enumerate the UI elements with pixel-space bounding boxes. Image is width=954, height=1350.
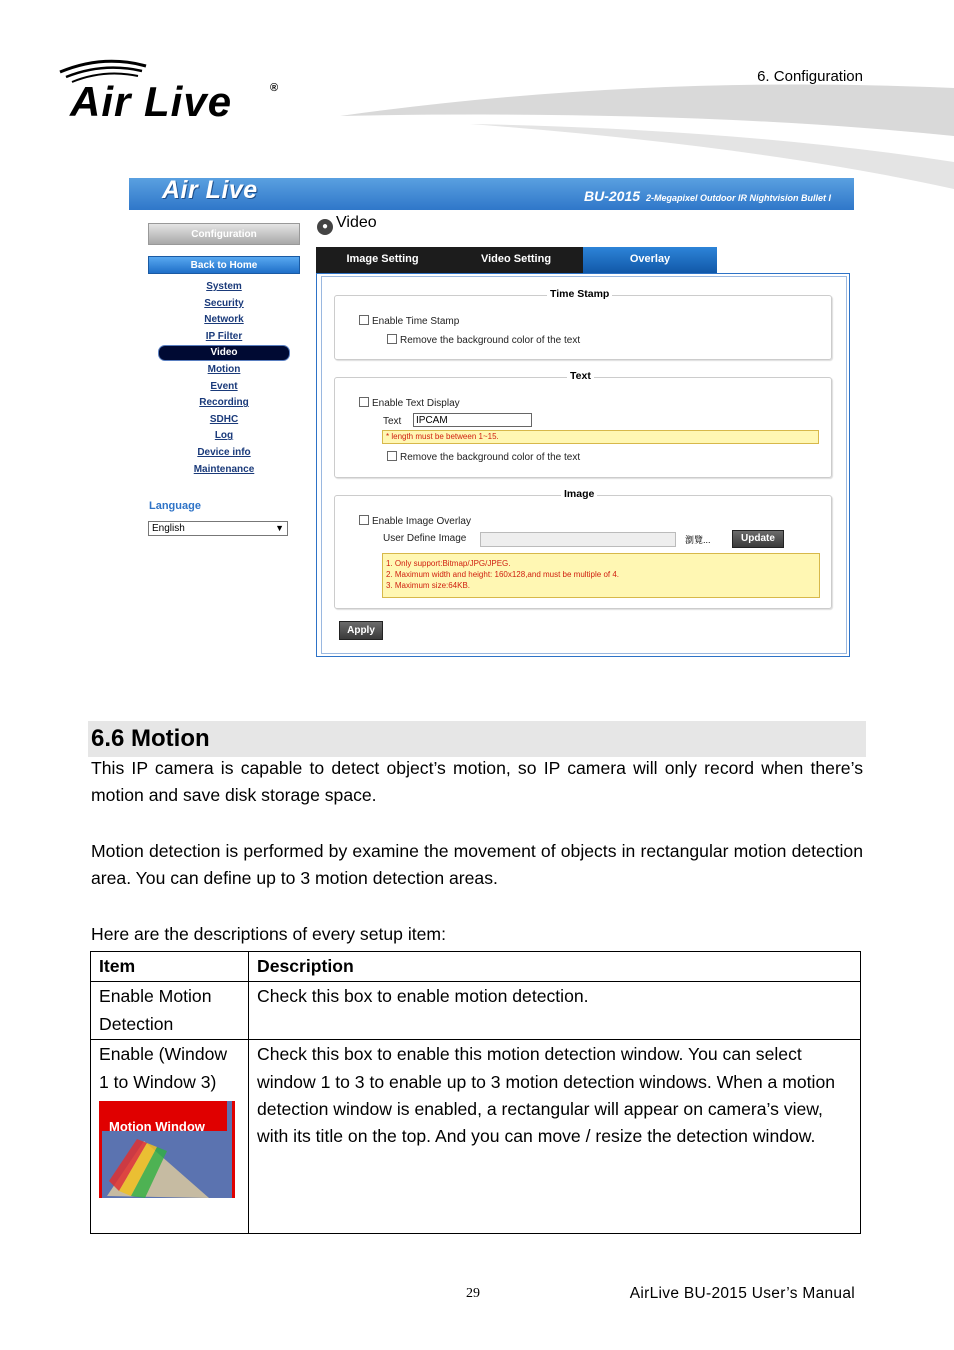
- enable-text-display-checkbox[interactable]: [359, 397, 369, 407]
- enable-image-overlay-label: Enable Image Overlay: [372, 516, 471, 527]
- nav-item-system[interactable]: System: [206, 281, 242, 292]
- nav-item-device-info[interactable]: Device info: [197, 446, 251, 458]
- banner-subtitle: 2-Megapixel Outdoor IR Nightvision Bullet I: [646, 193, 832, 203]
- table-cell-description: Check this box to enable motion detection.: [249, 982, 861, 1040]
- nav-item-ip-filter[interactable]: IP Filter: [205, 330, 243, 342]
- apply-button[interactable]: Apply: [339, 621, 383, 640]
- table-header-item: Item: [91, 952, 249, 982]
- user-define-image-label: User Define Image: [383, 533, 467, 544]
- overlay-panel-inner: [321, 276, 847, 654]
- table-cell-description: Check this box to enable this motion detection window. You can select window 1 to 3 to enable up to 3 motion detection windows. When a motion detection window is enabled, a rectangular will appear on camera’s view, with its title on the top. And you can move / resize the detection window.: [249, 1040, 861, 1234]
- table-cell-item: [91, 1040, 249, 1234]
- image-fieldset: [334, 488, 832, 609]
- image-notes: [382, 553, 820, 598]
- chapter-label: 6. Configuration: [757, 68, 863, 85]
- language-value: English: [152, 523, 185, 534]
- overlay-settings-screenshot: [129, 178, 854, 660]
- table-row: [91, 982, 861, 1040]
- language-label: Language: [149, 500, 201, 512]
- image-file-input[interactable]: [480, 532, 676, 547]
- image-legend: Image: [561, 488, 597, 500]
- enable-text-display-option[interactable]: [359, 397, 460, 409]
- nav-item-event[interactable]: Event: [210, 380, 238, 392]
- text-remove-bg-label: Remove the background color of the text: [400, 452, 581, 463]
- page-number: 29: [466, 1286, 480, 1301]
- banner-logo: Air Live: [162, 178, 258, 204]
- nav-item-log[interactable]: Log: [214, 430, 234, 442]
- page-title-text: Video: [336, 214, 377, 231]
- time-stamp-remove-bg-label: Remove the background color of the text: [400, 335, 581, 346]
- paragraph-motion-detection: Motion detection is performed by examine the movement of objects in rectangular motion detection area. You can define up to 3 motion detection areas.: [91, 841, 863, 889]
- manual-title: AirLive BU-2015 User’s Manual: [629, 1285, 855, 1302]
- enable-image-overlay-checkbox[interactable]: [359, 515, 369, 525]
- browse-button[interactable]: 瀏覽...: [685, 535, 711, 545]
- tab-overlay[interactable]: Overlay: [583, 247, 717, 273]
- text-length-warning: * length must be between 1~15.: [382, 430, 819, 444]
- table-header-row: [91, 952, 861, 982]
- enable-time-stamp-checkbox[interactable]: [359, 315, 369, 325]
- nav-item-motion[interactable]: Motion: [207, 363, 241, 375]
- setup-items-table: [90, 951, 861, 1234]
- paragraph-descriptions-intro: Here are the descriptions of every setup item:: [91, 924, 446, 944]
- side-nav: [157, 279, 291, 478]
- table-header-description: Description: [249, 952, 861, 982]
- chevron-down-icon: ▼: [275, 523, 284, 533]
- enable-time-stamp-option[interactable]: [359, 315, 459, 327]
- language-select[interactable]: [148, 521, 288, 536]
- nav-item-network[interactable]: Network: [204, 314, 244, 326]
- enable-image-overlay-option[interactable]: [359, 515, 471, 527]
- time-stamp-fieldset: [334, 288, 832, 360]
- page-title: [317, 214, 377, 235]
- text-remove-bg-option[interactable]: [387, 451, 580, 463]
- paragraph-intro: This IP camera is capable to detect object’s motion, so IP camera will only record when there’s motion and save disk storage space.: [91, 758, 863, 806]
- logo-text: Air Live: [70, 78, 233, 125]
- nav-item-sdhc[interactable]: SDHC: [209, 413, 239, 425]
- text-remove-bg-checkbox[interactable]: [387, 451, 397, 461]
- banner-model-name: BU-2015: [584, 188, 641, 204]
- text-input[interactable]: IPCAM: [413, 413, 532, 427]
- table-row: [91, 1040, 861, 1234]
- enable-time-stamp-label: Enable Time Stamp: [372, 316, 460, 327]
- text-field-label: Text: [383, 416, 402, 427]
- section-heading-bar: [88, 721, 866, 757]
- table-cell-item: Enable Motion Detection: [91, 982, 249, 1040]
- time-stamp-legend: Time Stamp: [547, 288, 612, 300]
- time-stamp-remove-bg-checkbox[interactable]: [387, 334, 397, 344]
- settings-tabs: [316, 247, 717, 273]
- time-stamp-remove-bg-option[interactable]: [387, 334, 580, 346]
- image-note-1: 1. Only support:Bitmap/JPG/JPEG.: [386, 559, 511, 568]
- text-legend: Text: [567, 370, 594, 382]
- enable-text-display-label: Enable Text Display: [372, 398, 460, 409]
- banner-model: [584, 188, 831, 204]
- web-ui-banner: [129, 178, 854, 210]
- airlive-logo: [58, 58, 288, 124]
- tab-video-setting[interactable]: Video Setting: [480, 253, 552, 265]
- table-cell-item-text: Enable (Window 1 to Window 3): [99, 1044, 228, 1092]
- configuration-button[interactable]: Configuration: [148, 223, 300, 245]
- nav-item-security[interactable]: Security: [204, 297, 244, 309]
- back-to-home-button[interactable]: Back to Home: [148, 256, 300, 274]
- nav-item-maintenance[interactable]: Maintenance: [193, 463, 255, 475]
- update-button[interactable]: Update: [732, 530, 784, 548]
- nav-item-video[interactable]: Video: [158, 345, 290, 361]
- text-fieldset: [334, 370, 832, 478]
- nav-item-recording[interactable]: Recording: [199, 397, 249, 409]
- overlay-panel: [316, 273, 850, 657]
- image-note-3: 3. Maximum size:64KB.: [386, 581, 471, 590]
- section-title: 6.6 Motion: [91, 725, 210, 752]
- camera-icon: ●: [317, 219, 333, 235]
- tab-image-setting[interactable]: Image Setting: [346, 253, 419, 265]
- logo-registered-mark: ®: [270, 82, 279, 94]
- motion-window-image: [99, 1101, 235, 1198]
- image-note-2: 2. Maximum width and height: 160x128,and must be multiple of 4.: [386, 570, 620, 579]
- motion-window-label: Motion Window: [109, 1119, 205, 1135]
